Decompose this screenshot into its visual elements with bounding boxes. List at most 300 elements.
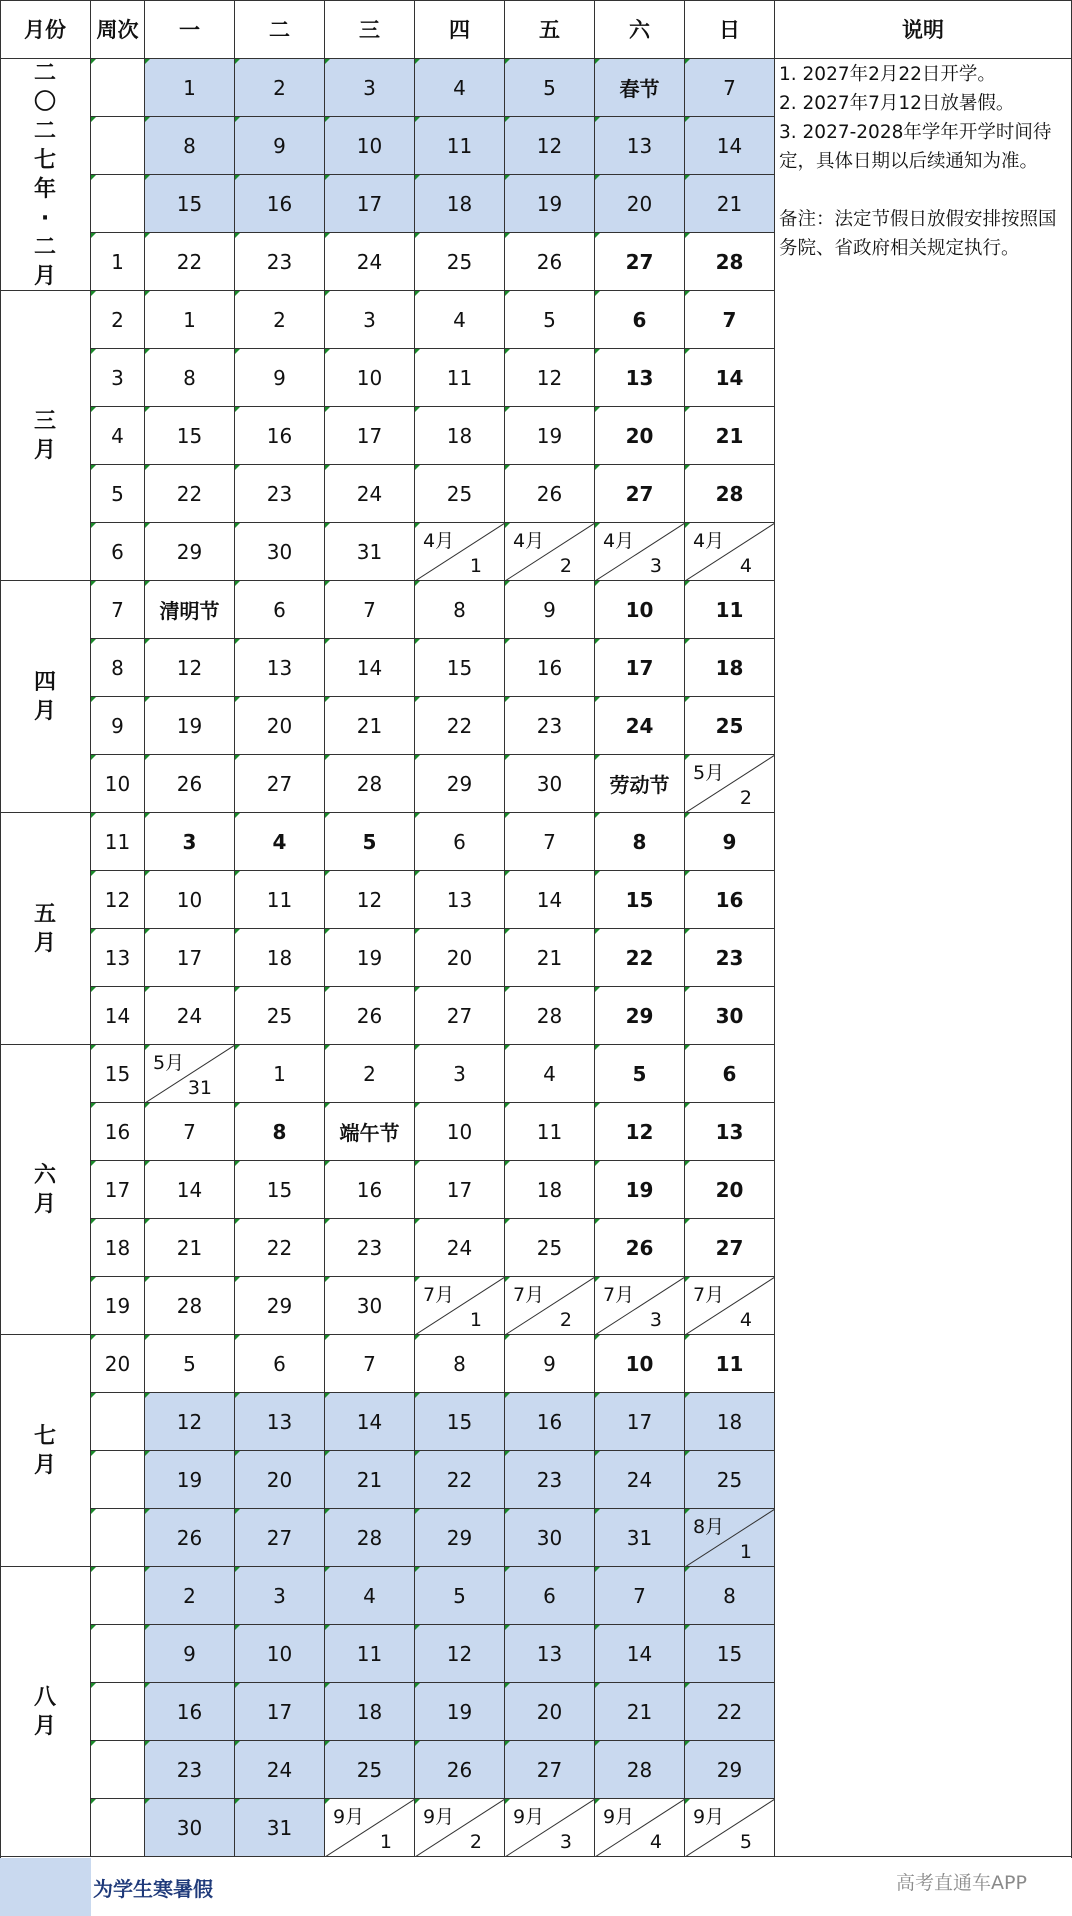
date-cell: 10 bbox=[145, 871, 235, 929]
date-cell: 15 bbox=[235, 1161, 325, 1219]
split-month: 9月 bbox=[513, 1806, 545, 1828]
date-cell: 18 bbox=[415, 407, 505, 465]
month-label bbox=[0, 581, 91, 813]
note-line: 2. 2027年7月12日放暑假。 bbox=[779, 93, 1015, 114]
date-cell: 10 bbox=[325, 117, 415, 175]
week-number bbox=[91, 1567, 145, 1625]
date-cell: 11 bbox=[685, 581, 775, 639]
date-cell: 17 bbox=[595, 1393, 685, 1451]
month-label-char: 七 bbox=[33, 1423, 56, 1449]
date-cell: 8 bbox=[235, 1103, 325, 1161]
date-cell: 17 bbox=[235, 1683, 325, 1741]
month-label bbox=[0, 813, 91, 1045]
month-label-char: 二 bbox=[33, 118, 56, 144]
date-cell: 2 bbox=[325, 1045, 415, 1103]
date-cell: 5 bbox=[505, 59, 595, 117]
date-cell-split bbox=[685, 755, 775, 813]
week-number: 2 bbox=[91, 291, 145, 349]
date-cell: 23 bbox=[505, 1451, 595, 1509]
date-cell-split bbox=[595, 523, 685, 581]
date-cell: 2 bbox=[235, 59, 325, 117]
date-cell: 18 bbox=[685, 639, 775, 697]
date-cell: 23 bbox=[235, 465, 325, 523]
month-label-char: 七 bbox=[33, 147, 56, 173]
date-cell: 24 bbox=[325, 465, 415, 523]
month-label-char: 〇 bbox=[33, 89, 56, 115]
date-cell: 16 bbox=[235, 407, 325, 465]
date-cell: 17 bbox=[325, 175, 415, 233]
week-number bbox=[91, 1451, 145, 1509]
month-label bbox=[0, 291, 91, 581]
date-cell: 19 bbox=[145, 1451, 235, 1509]
date-cell: 19 bbox=[595, 1161, 685, 1219]
date-cell: 6 bbox=[505, 1567, 595, 1625]
split-month: 9月 bbox=[333, 1806, 365, 1828]
date-cell: 30 bbox=[505, 755, 595, 813]
date-cell: 8 bbox=[595, 813, 685, 871]
split-month: 4月 bbox=[603, 530, 635, 552]
date-cell: 22 bbox=[415, 1451, 505, 1509]
date-cell: 端午节 bbox=[325, 1103, 415, 1161]
date-cell: 11 bbox=[235, 871, 325, 929]
date-cell: 22 bbox=[145, 465, 235, 523]
month-label-char: 月 bbox=[33, 437, 56, 463]
split-month: 7月 bbox=[513, 1284, 545, 1306]
header-month: 月份 bbox=[0, 0, 91, 59]
date-cell: 28 bbox=[325, 755, 415, 813]
date-cell: 25 bbox=[505, 1219, 595, 1277]
date-cell: 6 bbox=[685, 1045, 775, 1103]
date-cell: 12 bbox=[505, 349, 595, 407]
week-number bbox=[91, 175, 145, 233]
week-number bbox=[91, 1625, 145, 1683]
date-cell: 25 bbox=[415, 465, 505, 523]
date-cell: 27 bbox=[595, 233, 685, 291]
date-cell: 5 bbox=[595, 1045, 685, 1103]
date-cell: 4 bbox=[505, 1045, 595, 1103]
date-cell: 13 bbox=[235, 1393, 325, 1451]
split-day: 3 bbox=[649, 555, 662, 577]
split-day: 1 bbox=[469, 555, 482, 577]
date-cell: 14 bbox=[685, 117, 775, 175]
date-cell: 30 bbox=[235, 523, 325, 581]
date-cell: 15 bbox=[415, 639, 505, 697]
date-cell: 25 bbox=[325, 1741, 415, 1799]
date-cell: 18 bbox=[685, 1393, 775, 1451]
date-cell: 25 bbox=[685, 1451, 775, 1509]
header-day: 一 bbox=[145, 0, 235, 59]
date-cell: 19 bbox=[415, 1683, 505, 1741]
date-cell: 19 bbox=[325, 929, 415, 987]
month-label bbox=[0, 1335, 91, 1567]
date-cell: 14 bbox=[325, 639, 415, 697]
date-cell: 24 bbox=[595, 1451, 685, 1509]
date-cell: 21 bbox=[145, 1219, 235, 1277]
date-cell: 清明节 bbox=[145, 581, 235, 639]
date-cell: 15 bbox=[145, 175, 235, 233]
date-cell: 18 bbox=[505, 1161, 595, 1219]
date-cell: 20 bbox=[595, 407, 685, 465]
split-day: 2 bbox=[559, 1309, 572, 1331]
split-day: 2 bbox=[469, 1831, 482, 1853]
date-cell: 23 bbox=[505, 697, 595, 755]
date-cell: 31 bbox=[595, 1509, 685, 1567]
date-cell: 13 bbox=[235, 639, 325, 697]
date-cell: 12 bbox=[595, 1103, 685, 1161]
month-label-char: 二 bbox=[33, 234, 56, 260]
date-cell: 16 bbox=[145, 1683, 235, 1741]
week-number: 12 bbox=[91, 871, 145, 929]
date-cell: 18 bbox=[235, 929, 325, 987]
date-cell: 29 bbox=[145, 523, 235, 581]
date-cell: 23 bbox=[145, 1741, 235, 1799]
date-cell: 11 bbox=[505, 1103, 595, 1161]
date-cell: 28 bbox=[685, 465, 775, 523]
date-cell: 11 bbox=[685, 1335, 775, 1393]
date-cell-split bbox=[685, 523, 775, 581]
date-cell: 9 bbox=[685, 813, 775, 871]
date-cell: 26 bbox=[325, 987, 415, 1045]
date-cell: 27 bbox=[505, 1741, 595, 1799]
date-cell: 30 bbox=[145, 1799, 235, 1857]
date-cell: 16 bbox=[235, 175, 325, 233]
date-cell: 16 bbox=[325, 1161, 415, 1219]
week-number: 1 bbox=[91, 233, 145, 291]
month-label-char: 月 bbox=[33, 263, 56, 289]
date-cell: 1 bbox=[235, 1045, 325, 1103]
date-cell: 29 bbox=[235, 1277, 325, 1335]
date-cell: 5 bbox=[145, 1335, 235, 1393]
date-cell: 12 bbox=[145, 639, 235, 697]
split-day: 1 bbox=[739, 1541, 752, 1563]
date-cell: 13 bbox=[595, 117, 685, 175]
month-label bbox=[0, 59, 91, 291]
date-cell: 7 bbox=[685, 291, 775, 349]
date-cell: 26 bbox=[595, 1219, 685, 1277]
date-cell: 28 bbox=[145, 1277, 235, 1335]
date-cell: 6 bbox=[595, 291, 685, 349]
week-number: 16 bbox=[91, 1103, 145, 1161]
date-cell: 21 bbox=[685, 175, 775, 233]
date-cell: 20 bbox=[595, 175, 685, 233]
date-cell: 2 bbox=[145, 1567, 235, 1625]
date-cell: 6 bbox=[235, 581, 325, 639]
date-cell: 27 bbox=[235, 1509, 325, 1567]
month-label-char: 月 bbox=[33, 1713, 56, 1739]
date-cell: 15 bbox=[145, 407, 235, 465]
split-month: 8月 bbox=[693, 1516, 725, 1538]
date-cell: 24 bbox=[145, 987, 235, 1045]
date-cell-split bbox=[505, 523, 595, 581]
date-cell: 12 bbox=[325, 871, 415, 929]
date-cell: 7 bbox=[685, 59, 775, 117]
split-day: 31 bbox=[187, 1077, 212, 1099]
date-cell: 19 bbox=[505, 407, 595, 465]
date-cell: 28 bbox=[595, 1741, 685, 1799]
week-number: 15 bbox=[91, 1045, 145, 1103]
date-cell: 26 bbox=[415, 1741, 505, 1799]
date-cell: 28 bbox=[505, 987, 595, 1045]
week-number: 8 bbox=[91, 639, 145, 697]
week-number: 3 bbox=[91, 349, 145, 407]
date-cell: 14 bbox=[505, 871, 595, 929]
date-cell: 22 bbox=[235, 1219, 325, 1277]
date-cell: 25 bbox=[685, 697, 775, 755]
date-cell: 22 bbox=[415, 697, 505, 755]
date-cell: 19 bbox=[145, 697, 235, 755]
date-cell: 26 bbox=[505, 465, 595, 523]
month-label-char: 月 bbox=[33, 698, 56, 724]
date-cell: 20 bbox=[685, 1161, 775, 1219]
date-cell: 19 bbox=[505, 175, 595, 233]
date-cell: 9 bbox=[505, 581, 595, 639]
week-number bbox=[91, 1393, 145, 1451]
month-label-char: 年 bbox=[33, 176, 56, 202]
date-cell: 7 bbox=[325, 1335, 415, 1393]
split-day: 2 bbox=[739, 787, 752, 809]
split-day: 5 bbox=[739, 1831, 752, 1853]
date-cell: 3 bbox=[145, 813, 235, 871]
date-cell: 28 bbox=[325, 1509, 415, 1567]
date-cell: 11 bbox=[415, 349, 505, 407]
date-cell: 17 bbox=[415, 1161, 505, 1219]
date-cell: 4 bbox=[415, 291, 505, 349]
date-cell: 14 bbox=[595, 1625, 685, 1683]
date-cell: 8 bbox=[145, 117, 235, 175]
date-cell: 30 bbox=[685, 987, 775, 1045]
date-cell-split bbox=[685, 1277, 775, 1335]
date-cell: 15 bbox=[415, 1393, 505, 1451]
split-month: 7月 bbox=[693, 1284, 725, 1306]
date-cell: 22 bbox=[685, 1683, 775, 1741]
date-cell: 21 bbox=[595, 1683, 685, 1741]
date-cell: 7 bbox=[145, 1103, 235, 1161]
date-cell: 15 bbox=[685, 1625, 775, 1683]
header-day: 三 bbox=[325, 0, 415, 59]
date-cell: 6 bbox=[415, 813, 505, 871]
date-cell: 春节 bbox=[595, 59, 685, 117]
date-cell: 20 bbox=[415, 929, 505, 987]
date-cell: 5 bbox=[505, 291, 595, 349]
date-cell: 10 bbox=[325, 349, 415, 407]
date-cell: 4 bbox=[325, 1567, 415, 1625]
month-label-char: 月 bbox=[33, 930, 56, 956]
date-cell: 9 bbox=[145, 1625, 235, 1683]
date-cell: 4 bbox=[235, 813, 325, 871]
week-number: 11 bbox=[91, 813, 145, 871]
date-cell-split bbox=[595, 1799, 685, 1857]
date-cell-split bbox=[685, 1799, 775, 1857]
month-label-char: 三 bbox=[33, 408, 56, 434]
date-cell: 15 bbox=[595, 871, 685, 929]
date-cell: 22 bbox=[145, 233, 235, 291]
month-label-char: 二 bbox=[33, 60, 56, 86]
date-cell: 31 bbox=[235, 1799, 325, 1857]
header-week: 周次 bbox=[91, 0, 145, 59]
date-cell-split bbox=[145, 1045, 235, 1103]
date-cell-split bbox=[595, 1277, 685, 1335]
split-day: 4 bbox=[649, 1831, 662, 1853]
date-cell: 10 bbox=[595, 1335, 685, 1393]
week-number bbox=[91, 1509, 145, 1567]
date-cell-split bbox=[415, 1277, 505, 1335]
date-cell: 16 bbox=[685, 871, 775, 929]
notes-column bbox=[775, 59, 1072, 1857]
month-label bbox=[0, 1045, 91, 1335]
date-cell: 23 bbox=[685, 929, 775, 987]
date-cell-split bbox=[685, 1509, 775, 1567]
date-cell: 1 bbox=[145, 59, 235, 117]
date-cell: 11 bbox=[325, 1625, 415, 1683]
date-cell: 13 bbox=[505, 1625, 595, 1683]
date-cell: 10 bbox=[595, 581, 685, 639]
note-line: 3. 2027-2028年学年开学时间待定，具体日期以后续通知为准。 bbox=[779, 122, 1052, 172]
date-cell: 12 bbox=[505, 117, 595, 175]
split-day: 1 bbox=[469, 1309, 482, 1331]
header-day: 六 bbox=[595, 0, 685, 59]
date-cell: 21 bbox=[685, 407, 775, 465]
date-cell: 劳动节 bbox=[595, 755, 685, 813]
date-cell: 2 bbox=[235, 291, 325, 349]
legend-label: 为学生寒暑假 bbox=[93, 1877, 213, 1901]
split-day: 2 bbox=[559, 555, 572, 577]
week-number bbox=[91, 1741, 145, 1799]
date-cell: 26 bbox=[505, 233, 595, 291]
date-cell: 13 bbox=[415, 871, 505, 929]
date-cell: 22 bbox=[595, 929, 685, 987]
date-cell-split bbox=[415, 523, 505, 581]
date-cell: 12 bbox=[145, 1393, 235, 1451]
month-label-char: 六 bbox=[33, 1162, 56, 1188]
note-line: 备注：法定节假日放假安排按照国务院、省政府相关规定执行。 bbox=[779, 209, 1057, 259]
date-cell: 9 bbox=[505, 1335, 595, 1393]
date-cell: 27 bbox=[685, 1219, 775, 1277]
week-number: 7 bbox=[91, 581, 145, 639]
date-cell: 6 bbox=[235, 1335, 325, 1393]
split-month: 9月 bbox=[603, 1806, 635, 1828]
split-month: 7月 bbox=[423, 1284, 455, 1306]
date-cell: 29 bbox=[685, 1741, 775, 1799]
date-cell: 20 bbox=[505, 1683, 595, 1741]
header-notes: 说明 bbox=[775, 0, 1072, 59]
week-number: 14 bbox=[91, 987, 145, 1045]
month-label-char: 五 bbox=[33, 901, 56, 927]
week-number bbox=[91, 59, 145, 117]
note-line: 1. 2027年2月22日开学。 bbox=[779, 64, 996, 85]
split-month: 4月 bbox=[513, 530, 545, 552]
date-cell: 24 bbox=[415, 1219, 505, 1277]
date-cell: 13 bbox=[685, 1103, 775, 1161]
split-day: 4 bbox=[739, 1309, 752, 1331]
date-cell: 27 bbox=[415, 987, 505, 1045]
week-number: 10 bbox=[91, 755, 145, 813]
date-cell: 8 bbox=[415, 581, 505, 639]
date-cell: 3 bbox=[235, 1567, 325, 1625]
month-label-char: 月 bbox=[33, 1452, 56, 1478]
week-number: 18 bbox=[91, 1219, 145, 1277]
month-label-char: 月 bbox=[33, 1191, 56, 1217]
split-month: 7月 bbox=[603, 1284, 635, 1306]
date-cell: 3 bbox=[325, 59, 415, 117]
date-cell: 16 bbox=[505, 1393, 595, 1451]
date-cell: 14 bbox=[325, 1393, 415, 1451]
date-cell: 23 bbox=[235, 233, 325, 291]
date-cell: 30 bbox=[325, 1277, 415, 1335]
date-cell: 16 bbox=[505, 639, 595, 697]
date-cell: 8 bbox=[415, 1335, 505, 1393]
date-cell: 4 bbox=[415, 59, 505, 117]
date-cell: 10 bbox=[235, 1625, 325, 1683]
split-day: 1 bbox=[379, 1831, 392, 1853]
week-number: 17 bbox=[91, 1161, 145, 1219]
date-cell-split bbox=[415, 1799, 505, 1857]
date-cell: 5 bbox=[325, 813, 415, 871]
header-day: 二 bbox=[235, 0, 325, 59]
date-cell: 25 bbox=[415, 233, 505, 291]
date-cell: 17 bbox=[325, 407, 415, 465]
date-cell: 29 bbox=[595, 987, 685, 1045]
week-number: 19 bbox=[91, 1277, 145, 1335]
date-cell: 24 bbox=[235, 1741, 325, 1799]
date-cell: 9 bbox=[235, 349, 325, 407]
split-month: 9月 bbox=[423, 1806, 455, 1828]
date-cell: 1 bbox=[145, 291, 235, 349]
split-month: 5月 bbox=[693, 762, 725, 784]
week-number: 4 bbox=[91, 407, 145, 465]
note-line bbox=[779, 176, 1072, 205]
date-cell: 30 bbox=[505, 1509, 595, 1567]
date-cell: 24 bbox=[595, 697, 685, 755]
split-month: 5月 bbox=[153, 1052, 185, 1074]
date-cell: 5 bbox=[415, 1567, 505, 1625]
date-cell: 11 bbox=[415, 117, 505, 175]
header-day: 四 bbox=[415, 0, 505, 59]
date-cell: 7 bbox=[595, 1567, 685, 1625]
date-cell: 7 bbox=[325, 581, 415, 639]
date-cell: 9 bbox=[235, 117, 325, 175]
date-cell: 21 bbox=[325, 1451, 415, 1509]
date-cell: 27 bbox=[235, 755, 325, 813]
date-cell-split bbox=[325, 1799, 415, 1857]
week-number: 5 bbox=[91, 465, 145, 523]
date-cell: 7 bbox=[505, 813, 595, 871]
date-cell: 3 bbox=[415, 1045, 505, 1103]
date-cell: 20 bbox=[235, 697, 325, 755]
watermark: 高考直通车APP bbox=[896, 1872, 1027, 1894]
date-cell: 14 bbox=[685, 349, 775, 407]
date-cell: 17 bbox=[145, 929, 235, 987]
week-number: 13 bbox=[91, 929, 145, 987]
date-cell: 29 bbox=[415, 1509, 505, 1567]
week-number bbox=[91, 117, 145, 175]
date-cell: 18 bbox=[325, 1683, 415, 1741]
date-cell: 21 bbox=[325, 697, 415, 755]
date-cell: 17 bbox=[595, 639, 685, 697]
split-day: 4 bbox=[739, 555, 752, 577]
month-label bbox=[0, 1567, 91, 1857]
week-number bbox=[91, 1799, 145, 1857]
date-cell: 29 bbox=[415, 755, 505, 813]
month-label-char: 四 bbox=[33, 669, 56, 695]
notes-panel bbox=[779, 60, 1072, 263]
date-cell: 28 bbox=[685, 233, 775, 291]
week-number: 20 bbox=[91, 1335, 145, 1393]
date-cell: 27 bbox=[595, 465, 685, 523]
date-cell: 12 bbox=[415, 1625, 505, 1683]
header-day: 日 bbox=[685, 0, 775, 59]
date-cell: 21 bbox=[505, 929, 595, 987]
date-cell: 18 bbox=[415, 175, 505, 233]
